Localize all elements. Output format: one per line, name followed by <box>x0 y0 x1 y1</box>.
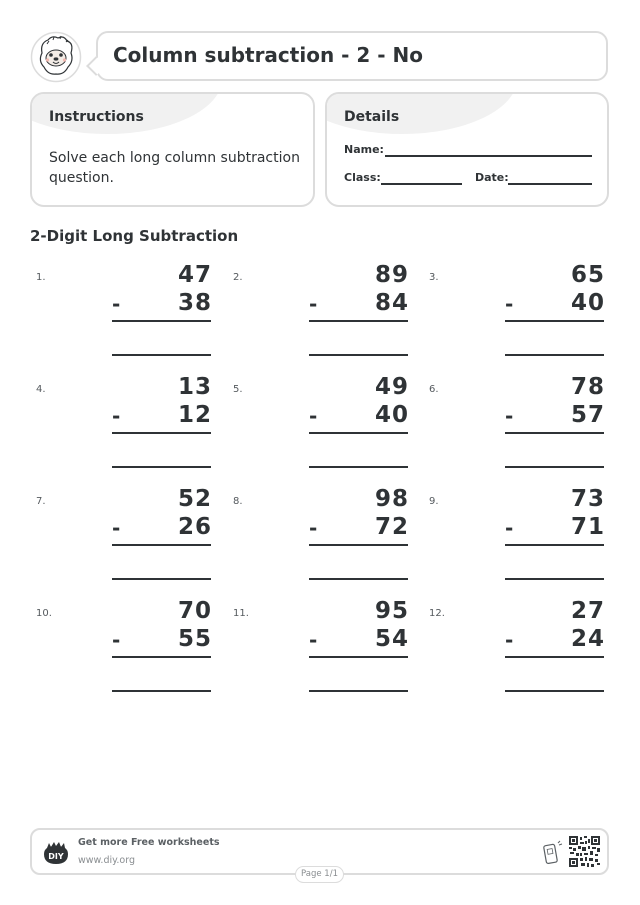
class-label: Class: <box>344 171 381 184</box>
minus-sign: - <box>505 404 514 428</box>
name-field[interactable] <box>385 155 592 157</box>
minuend: 47 <box>177 262 212 288</box>
operation-line <box>309 320 408 322</box>
minuend: 27 <box>570 598 605 624</box>
problem-1 <box>30 262 220 362</box>
minus-sign: - <box>309 404 318 428</box>
problem-number: 10. <box>36 608 52 619</box>
problem-number: 4. <box>36 384 46 395</box>
section-title: 2-Digit Long Subtraction <box>30 227 239 245</box>
problem-3 <box>423 262 613 362</box>
problem-number: 1. <box>36 272 46 283</box>
subtrahend: 38 <box>177 290 212 316</box>
yeti-mascot-icon <box>30 31 82 83</box>
details-heading: Details <box>344 109 400 125</box>
instructions-text: Solve each long column subtraction question. <box>49 150 300 186</box>
problem-number: 3. <box>429 272 439 283</box>
answer-line[interactable] <box>309 354 408 356</box>
answer-line[interactable] <box>505 354 604 356</box>
minus-sign: - <box>309 628 318 652</box>
problem-11 <box>227 598 417 698</box>
minus-sign: - <box>112 292 121 316</box>
operation-line <box>112 320 211 322</box>
instructions-heading: Instructions <box>49 109 144 125</box>
answer-line[interactable] <box>505 690 604 692</box>
subtrahend: 54 <box>374 626 409 652</box>
answer-line[interactable] <box>309 690 408 692</box>
qr-code-icon[interactable] <box>569 836 600 867</box>
problem-number: 12. <box>429 608 445 619</box>
operation-line <box>112 544 211 546</box>
problem-5 <box>227 374 417 474</box>
problem-number: 9. <box>429 496 439 507</box>
problem-8 <box>227 486 417 586</box>
answer-line[interactable] <box>505 578 604 580</box>
operation-line <box>505 320 604 322</box>
minuend: 98 <box>374 486 409 512</box>
subtrahend: 84 <box>374 290 409 316</box>
problem-9 <box>423 486 613 586</box>
date-label: Date: <box>475 171 509 184</box>
subtrahend: 26 <box>177 514 212 540</box>
operation-line <box>505 432 604 434</box>
minuend: 70 <box>177 598 212 624</box>
problem-10 <box>30 598 220 698</box>
minuend: 49 <box>374 374 409 400</box>
answer-line[interactable] <box>309 466 408 468</box>
operation-line <box>112 432 211 434</box>
problem-number: 5. <box>233 384 243 395</box>
problem-4 <box>30 374 220 474</box>
subtrahend: 24 <box>570 626 605 652</box>
operation-line <box>309 656 408 658</box>
minuend: 52 <box>177 486 212 512</box>
subtrahend: 40 <box>570 290 605 316</box>
subtrahend: 71 <box>570 514 605 540</box>
problem-2 <box>227 262 417 362</box>
subtrahend: 40 <box>374 402 409 428</box>
operation-line <box>309 544 408 546</box>
minus-sign: - <box>309 292 318 316</box>
phone-icon <box>543 840 563 866</box>
minus-sign: - <box>505 628 514 652</box>
problem-number: 11. <box>233 608 249 619</box>
title-banner <box>96 31 608 81</box>
problem-7 <box>30 486 220 586</box>
problem-12 <box>423 598 613 698</box>
details-panel <box>325 92 609 207</box>
problem-number: 7. <box>36 496 46 507</box>
minuend: 95 <box>374 598 409 624</box>
minuend: 89 <box>374 262 409 288</box>
problem-number: 6. <box>429 384 439 395</box>
answer-line[interactable] <box>112 354 211 356</box>
date-field[interactable] <box>508 183 592 185</box>
instructions-panel <box>30 92 315 207</box>
minuend: 13 <box>177 374 212 400</box>
answer-line[interactable] <box>112 466 211 468</box>
logo-text: DIY <box>48 852 64 861</box>
diy-logo-icon[interactable] <box>42 840 70 868</box>
subtrahend: 12 <box>177 402 212 428</box>
minuend: 65 <box>570 262 605 288</box>
subtrahend: 57 <box>570 402 605 428</box>
subtrahend: 55 <box>177 626 212 652</box>
class-field[interactable] <box>381 183 462 185</box>
answer-line[interactable] <box>112 578 211 580</box>
operation-line <box>112 656 211 658</box>
problem-6 <box>423 374 613 474</box>
answer-line[interactable] <box>505 466 604 468</box>
problem-number: 2. <box>233 272 243 283</box>
minus-sign: - <box>505 516 514 540</box>
minus-sign: - <box>112 628 121 652</box>
answer-line[interactable] <box>309 578 408 580</box>
minus-sign: - <box>112 516 121 540</box>
page-title: Column subtraction - 2 - No <box>113 43 424 67</box>
problem-number: 8. <box>233 496 243 507</box>
minus-sign: - <box>112 404 121 428</box>
operation-line <box>505 544 604 546</box>
page-indicator: Page 1/1 <box>295 866 344 883</box>
footer-promo: Get more Free worksheets <box>78 837 220 848</box>
footer-url[interactable]: www.diy.org <box>78 855 135 866</box>
minus-sign: - <box>505 292 514 316</box>
minuend: 78 <box>570 374 605 400</box>
name-label: Name: <box>344 143 384 156</box>
minus-sign: - <box>309 516 318 540</box>
answer-line[interactable] <box>112 690 211 692</box>
minuend: 73 <box>570 486 605 512</box>
operation-line <box>505 656 604 658</box>
operation-line <box>309 432 408 434</box>
subtrahend: 72 <box>374 514 409 540</box>
